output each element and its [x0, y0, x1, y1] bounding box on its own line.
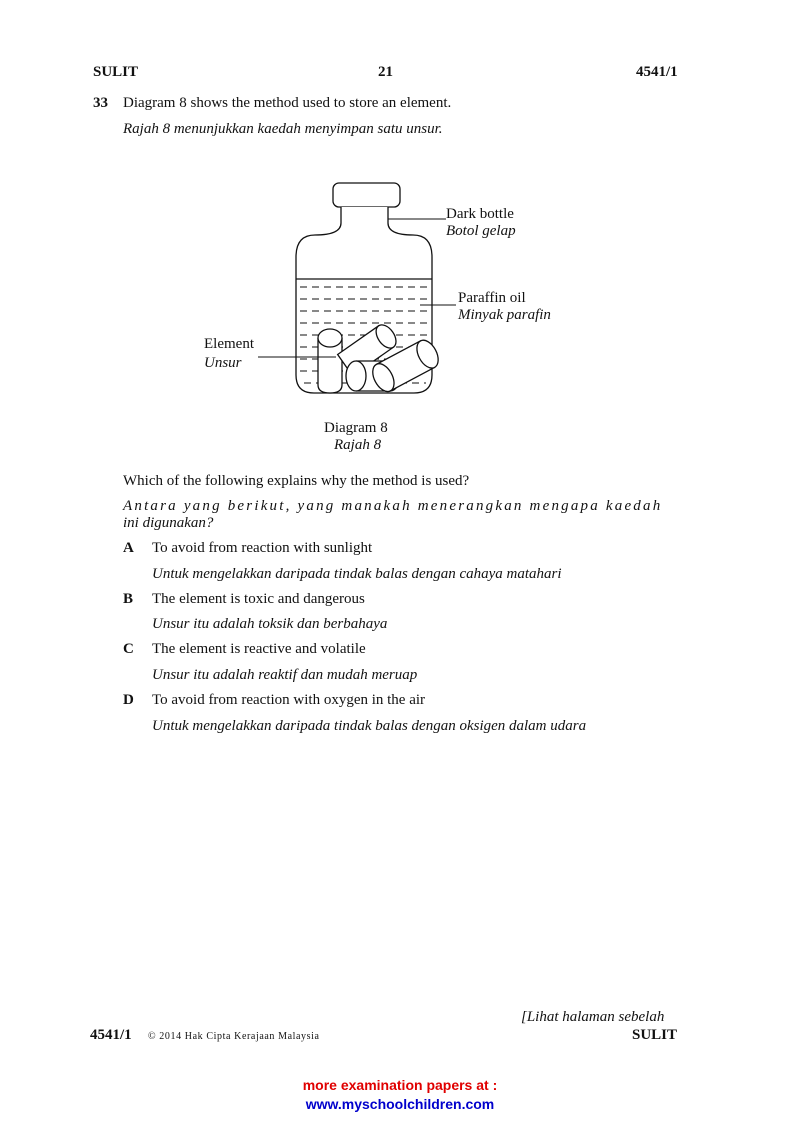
page-number: 21	[378, 64, 393, 80]
diagram-caption-ms: Rajah 8	[334, 437, 382, 453]
label-dark-bottle-en: Dark bottle	[446, 206, 514, 222]
option-c-letter: C	[123, 641, 134, 657]
label-paraffin-ms: Minyak parafin	[458, 307, 551, 323]
option-a-text-ms: Untuk mengelakkan daripada tindak balas dengan cahaya matahari	[152, 566, 562, 582]
option-c-text-ms: Unsur itu adalah reaktif dan mudah meruap	[152, 667, 418, 683]
next-page-note: [Lihat halaman sebelah	[521, 1009, 665, 1025]
header-sulit: SULIT	[93, 64, 139, 80]
footer-copyright: © 2014 Hak Cipta Kerajaan Malaysia	[148, 1031, 320, 1042]
question-stem-en: Diagram 8 shows the method used to store an element.	[123, 95, 452, 111]
question-stem-ms: Rajah 8 menunjukkan kaedah menyimpan satu unsur.	[123, 121, 443, 137]
option-c-text-en: The element is reactive and volatile	[152, 641, 366, 657]
footer-sulit: SULIT	[632, 1027, 678, 1043]
option-a-letter: A	[123, 540, 134, 556]
option-d-text-en: To avoid from reaction with oxygen in the air	[152, 692, 426, 708]
diagram-caption-en: Diagram 8	[324, 420, 388, 436]
prompt-ms-line1: Antara yang berikut, yang manakah menerangkan mengapa kaedah	[123, 498, 663, 514]
question-number: 33	[93, 95, 108, 111]
option-b-text-ms: Unsur itu adalah toksik dan berbahaya	[152, 616, 388, 632]
option-a-text-en: To avoid from reaction with sunlight	[152, 540, 373, 556]
option-d-letter: D	[123, 692, 134, 708]
label-element-en: Element	[204, 336, 254, 352]
promo-text: more examination papers at :	[302, 1077, 498, 1093]
bottle-cap	[333, 183, 400, 207]
prompt-ms-line2: ini digunakan?	[123, 515, 214, 531]
option-b-letter: B	[123, 591, 134, 607]
option-d-text-ms: Untuk mengelakkan daripada tindak balas dengan oksigen dalam udara	[152, 718, 587, 734]
label-paraffin-en: Paraffin oil	[458, 290, 526, 306]
label-dark-bottle-ms: Botol gelap	[446, 223, 516, 239]
promo-link[interactable]: www.myschoolchildren.com	[305, 1096, 495, 1112]
diagram-8-bottle	[190, 175, 590, 405]
prompt-en: Which of the following explains why the method is used?	[123, 473, 470, 489]
paper-code: 4541/1	[636, 64, 678, 80]
option-b-text-en: The element is toxic and dangerous	[152, 591, 365, 607]
footer-code: 4541/1	[90, 1027, 132, 1043]
label-element-ms: Unsur	[204, 355, 242, 371]
